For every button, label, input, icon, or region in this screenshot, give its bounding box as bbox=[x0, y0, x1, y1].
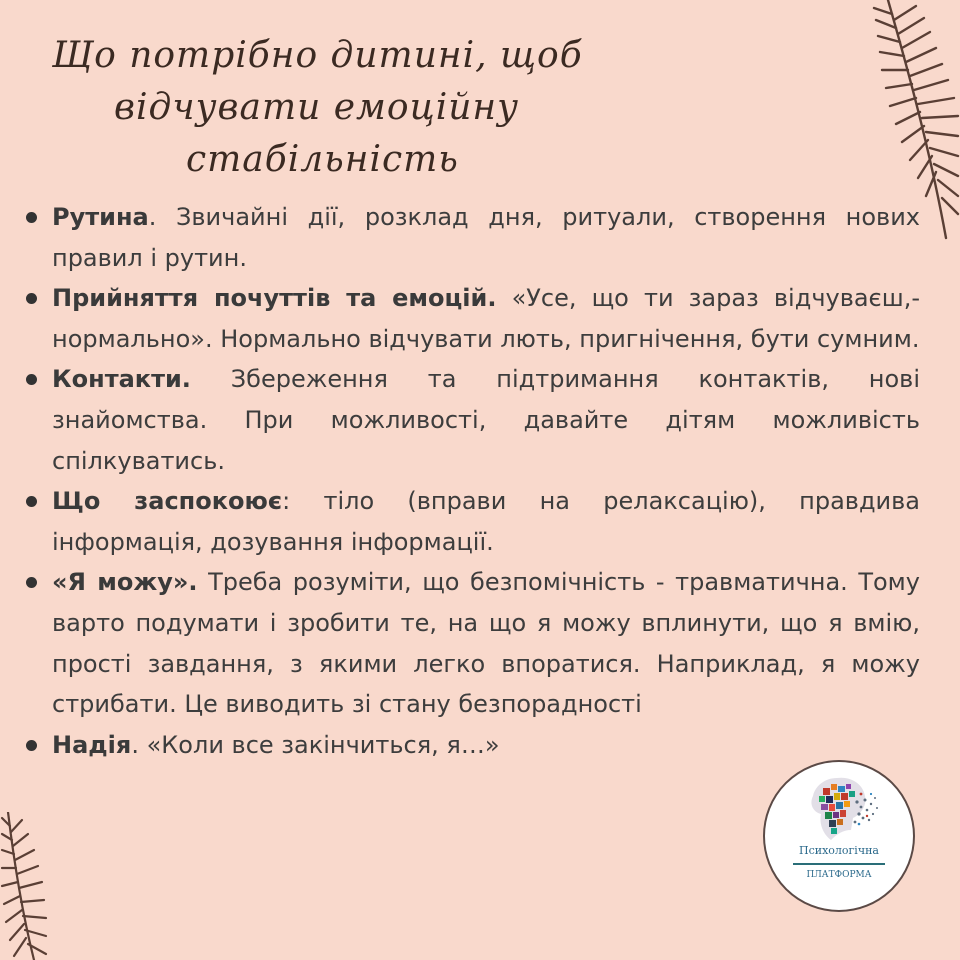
logo-psychological-platform bbox=[763, 760, 915, 912]
list-item-calming bbox=[20, 481, 920, 562]
list-item-routine bbox=[20, 197, 920, 278]
bullet-icon bbox=[26, 496, 37, 507]
list-item-contacts bbox=[20, 359, 920, 481]
item-text: Збереження та підтримання контактів, нові знайомства. При можливості, давайте дітям можливість спілкуватись. bbox=[52, 365, 920, 475]
page-title bbox=[52, 30, 652, 186]
bullet-icon bbox=[26, 577, 37, 588]
bullet-icon bbox=[26, 374, 37, 385]
list-item-i-can bbox=[20, 562, 920, 724]
item-text: Треба розуміти, що безпомічність - травматична. Тому варто подумати і зробити те, на що я можу вплинути, що я вмію, прості завдання, з якими легко впоратися. Наприклад, я можу стрибати. Це виводить зі стану безпорадності bbox=[52, 568, 920, 719]
list-item-hope bbox=[20, 725, 920, 766]
tree-head-logo-icon bbox=[801, 774, 881, 844]
bullet-list bbox=[20, 197, 920, 765]
item-text: . «Коли все закінчиться, я…» bbox=[131, 730, 500, 759]
palm-leaf-bottom-left-icon bbox=[0, 812, 50, 960]
item-text: «Усе, що ти зараз відчуваєш,- нормально». Нормально відчувати лють, пригнічення, бути сумним. bbox=[52, 284, 920, 353]
logo-name: Психологічна bbox=[799, 844, 879, 857]
item-text: : тіло (вправи на релаксацію), правдива інформація, дозування інформації. bbox=[52, 487, 920, 556]
item-term: Надія bbox=[52, 730, 132, 759]
item-term: «Я можу». bbox=[52, 568, 198, 597]
bullet-icon bbox=[26, 212, 37, 223]
item-text: . Звичайні дії, розклад дня, ритуали, створення нових правил і рутин. bbox=[52, 203, 920, 272]
logo-divider bbox=[793, 863, 885, 865]
logo-subtitle: ПЛАТФОРМА bbox=[806, 870, 872, 880]
bullet-icon bbox=[26, 293, 37, 304]
bullet-icon bbox=[26, 740, 37, 751]
list-item-acceptance bbox=[20, 278, 920, 359]
title-line-1: Що потрібно дитині, щоб bbox=[52, 35, 583, 76]
title-line-3: стабільність bbox=[186, 139, 459, 180]
item-term: Прийняття почуттів та емоцій. bbox=[52, 284, 497, 313]
item-term: Що заспокоює bbox=[52, 487, 283, 516]
title-line-2: відчувати емоційну bbox=[114, 87, 519, 128]
item-term: Контакти. bbox=[52, 365, 191, 394]
item-term: Рутина bbox=[52, 203, 149, 231]
